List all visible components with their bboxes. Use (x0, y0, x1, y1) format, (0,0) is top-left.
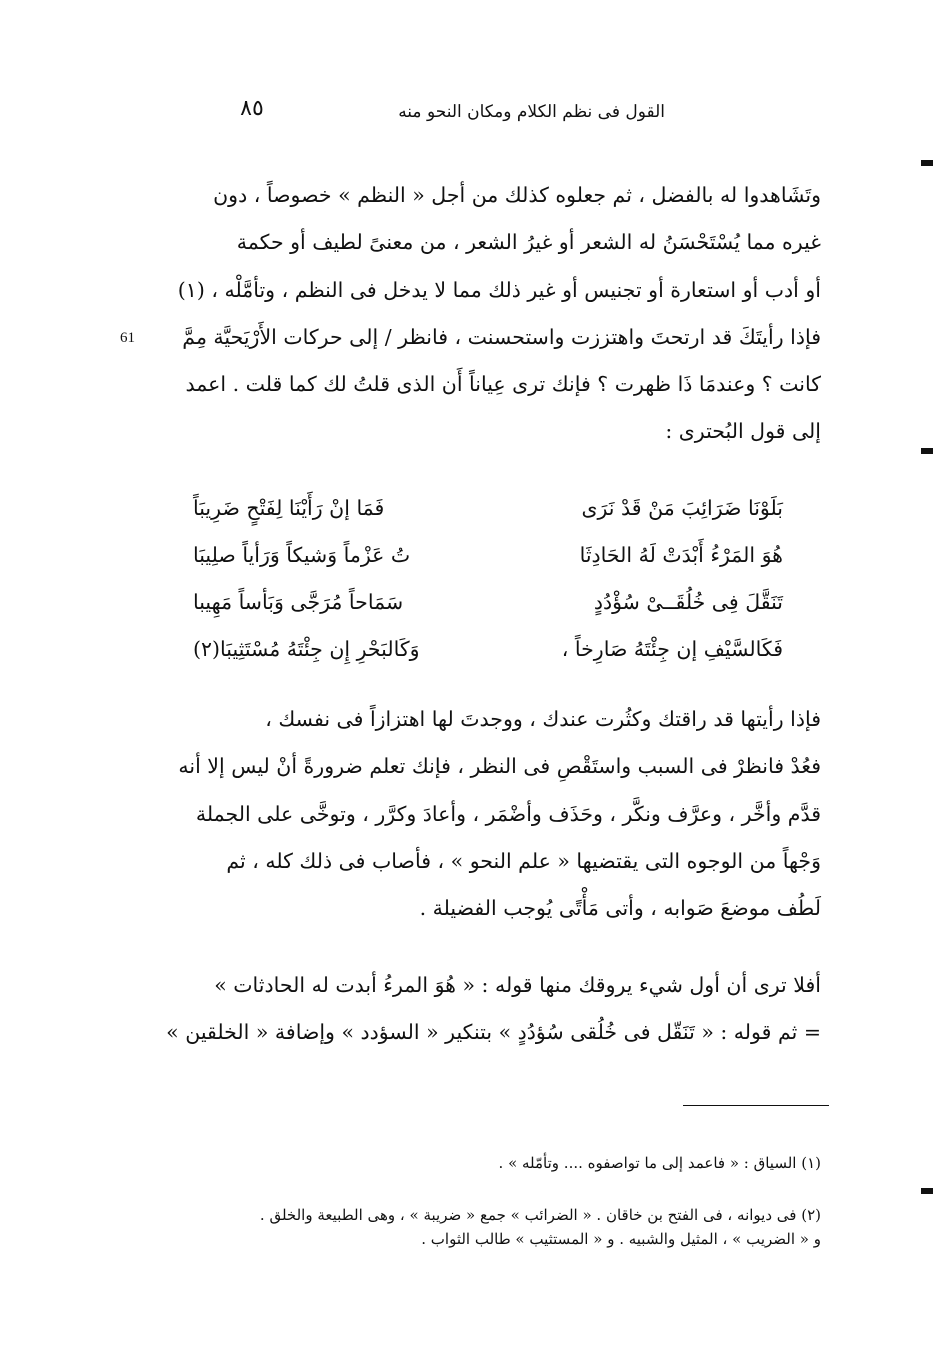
verse-second-hemistich: وَكَالبَحْرِ إِن جِئْتَهُ مُسْتَثِيبَا(٢) (193, 637, 420, 661)
text-line: فإذا رأيتَكَ قد ارتحتَ واهتززت واستحسنت ، فانظر / إلى حركات الأَرْيَحيَّة مِمَّ (182, 324, 821, 349)
text-line: فعُدْ فانظرْ فى السبب واستَقْصِ فى النظر ، فإنك تعلم ضرورةً أنْ ليس إلا أنه (178, 754, 821, 779)
edge-mark (921, 1188, 933, 1194)
verse-second-hemistich: تُ عَزْماً وَشيكاً وَرَأياً صلِيبَا (193, 543, 411, 567)
paragraph-3 (166, 962, 821, 1057)
poem-verse (193, 579, 783, 626)
poem-block (193, 485, 783, 673)
text-line: فإذا رأيتها قد راقتك وكثُرت عندك ، ووجدتَ لها اهتزازاً فى نفسك ، (265, 707, 821, 731)
text-line: كانت ؟ وعندمَا ذَا ظهرت ؟ فإنك ترى عِياناً أَن الذى قلتُ لك كما قلت . اعمد (185, 372, 821, 397)
verse-second-hemistich: فَمَا إنْ رَأَيْنَا لِفَتْحٍ ضَرِيبَاً (193, 496, 385, 520)
edge-mark (921, 448, 933, 454)
text-line: = ثم قوله : « تَنَقّل فى خُلُقى سُؤدُدٍ » بتنكير « السؤدد » وإضافة « الخلقين » (166, 1020, 821, 1045)
verse-first-hemistich: فَكَالسَّيْفِ إن جِئْتَهُ صَارِخاً ، (561, 637, 783, 661)
text-line: وتَشَاهدوا له بالفضل ، ثم جعلوه كذلك من أجل « النظم » خصوصاً ، دون (213, 183, 821, 207)
paragraph-2 (178, 696, 821, 932)
margin-page-reference: 61 (120, 330, 135, 346)
text-line: إلى قول البُحترى : (665, 419, 821, 444)
footnote-line: (٢) فى ديوانه ، فى الفتح بن خاقان . « الضرائب » جمع « ضريبة » ، وهى الطبيعة والخلق . (259, 1206, 821, 1224)
footnote-separator (683, 1105, 829, 1106)
verse-first-hemistich: هُوَ المَرْءُ أَبْدَتْ لَهُ الحَادِثَا (579, 543, 783, 567)
verse-first-hemistich: بَلَوْنَا ضَرَائِبَ مَنْ قَدْ نَرَى (581, 496, 783, 520)
footnote-1 (193, 1151, 821, 1175)
verse-first-hemistich: تَنَقَّلَ فِى خُلُقَــىْ سُؤْدُدٍ (593, 590, 783, 614)
footnote-2 (193, 1203, 821, 1251)
footnote-line: (١) السياق : « فاعمد إلى ما تواصفوه .... وتأمّله » . (498, 1154, 821, 1172)
poem-verse (193, 532, 783, 579)
poem-verse (193, 485, 783, 532)
text-line: غيره مما يُسْتَحْسَنُ له الشعر أو غيرُ الشعر ، من معنىً لطيف أو حكمة (236, 230, 821, 255)
page-number: ٨٥ (240, 96, 264, 121)
text-line: وَجْهاً من الوجوه التى يقتضيها « علم النحو » ، فأصاب فى ذلك كله ، ثم (226, 848, 821, 873)
running-header-title: القول فى نظم الكلام ومكان النحو منه (398, 102, 665, 122)
poem-verse (193, 626, 783, 673)
text-line: أفلا ترى أن أول شيء يروقك منها قوله : « هُوَ المرءُ أبدت له الحادثات » (214, 973, 821, 997)
verse-second-hemistich: سَمَاحاً مُرَجَّى وَبَأساً مَهِيبا (193, 590, 404, 614)
edge-mark (921, 160, 933, 166)
footnote-line: و « الضريب » ، المثيل والشبيه . و « المستثيب » طالب الثواب . (421, 1230, 821, 1248)
text-line: لَطُف موضعَ صَوابه ، وأتى مَأْتًى يُوجب الفضيلة . (419, 896, 821, 921)
paragraph-1 (177, 172, 821, 456)
text-line: قدَّم وأخَّر ، وعرَّف ونكَّر ، وحَذَف وأضْمَر ، وأعادَ وكرَّر ، وتوخَّى على الجملة (195, 801, 821, 826)
text-line: أو أدب أو استعارة أو تجنيس أو غير ذلك مما لا يدخل فى النظم ، وتأمَّلْه ، (١) (177, 277, 821, 302)
